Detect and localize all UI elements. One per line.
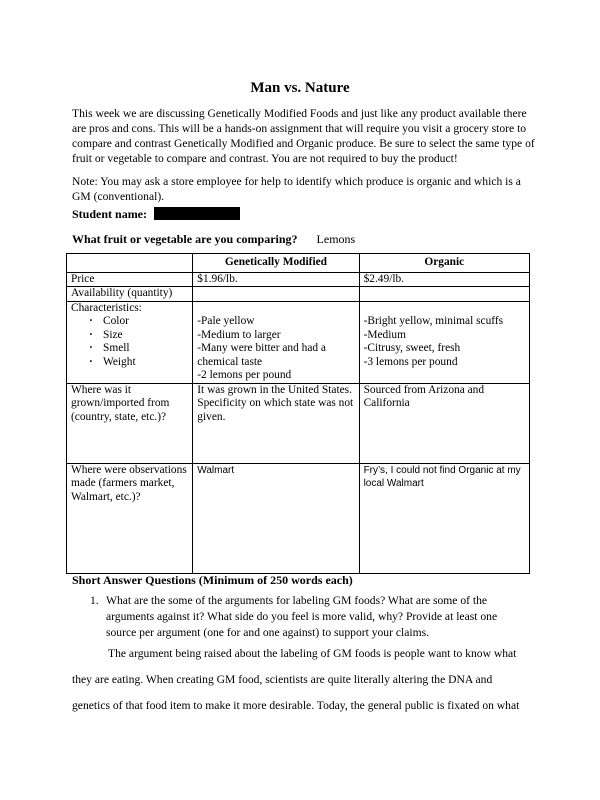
gm-size: -Medium to larger (197, 328, 281, 341)
table-row-observed (67, 463, 530, 573)
produce-question-row (72, 232, 355, 247)
characteristics-organic (359, 301, 529, 383)
characteristics-gm (193, 301, 359, 383)
answer-paragraph: The argument being raised about the labeling of GM foods is people want to know what they are eating. When creating GM food, scientists are quite literally altering the DNA and genetics of that food item to make it more desirable. Today, the general public is fixated on what (72, 647, 520, 712)
availability-label: Availability (quantity) (67, 287, 193, 302)
characteristics-label: Characteristics: (71, 301, 142, 314)
organic-weight: -3 lemons per pound (363, 355, 458, 368)
produce-answer: Lemons (316, 232, 356, 246)
characteristic-weight: · Weight (89, 356, 188, 370)
price-label: Price (67, 272, 193, 287)
header-organic: Organic (359, 254, 529, 273)
table-header-row (67, 254, 530, 273)
price-organic: $2.49/lb. (359, 272, 529, 287)
availability-organic (359, 287, 529, 302)
organic-color: -Bright yellow, minimal scuffs (363, 315, 504, 327)
observed-gm: Walmart (193, 463, 359, 573)
note-paragraph: Note: You may ask a store employee for help to identify which produce is organic and which is a GM (conventional). (72, 175, 521, 203)
student-name-label: Student name: (72, 207, 148, 221)
intro-paragraph: This week we are discussing Genetically Modified Foods and just like any product available there are pros and cons. This will be a hands-on assignment that will require you visit a grocery store to compare and contrast Genetically Modified and Organic produce. Be sure to select the same type of fruit or vegetable to compare and contrast. You are not required to buy the product! (72, 107, 535, 165)
origin-label: Where was it grown/imported from (country, state, etc.)? (67, 383, 193, 463)
comparison-table (66, 253, 530, 574)
table-row-characteristics (67, 301, 530, 383)
question-1-number: 1. (90, 594, 99, 607)
question-1-text: What are the some of the arguments for labeling GM foods? What are some of the arguments against it? What side do you feel is more valid, why? Provide at least one source per argument (one for and one against) to support your claims. (106, 594, 498, 639)
characteristic-size: · Size (89, 329, 188, 343)
table-row-origin (67, 383, 530, 463)
characteristic-color: · Color (89, 315, 188, 329)
gm-weight: -2 lemons per pound (197, 369, 292, 381)
organic-smell: -Citrusy, sweet, fresh (363, 342, 461, 354)
table-row-price (67, 272, 530, 287)
redacted-name-block (154, 207, 240, 220)
observed-label: Where were observations made (farmers market, Walmart, etc.)? (67, 463, 193, 573)
characteristics-label-cell (67, 301, 193, 383)
header-empty-cell (67, 254, 193, 273)
origin-organic: Sourced from Arizona and California (359, 383, 529, 463)
short-answer-heading: Short Answer Questions (Minimum of 250 words each) (72, 573, 353, 587)
availability-gm (193, 287, 359, 302)
origin-gm: It was grown in the United States. Specificity on which state was not given. (193, 383, 359, 463)
organic-size: -Medium (363, 328, 406, 341)
header-gm: Genetically Modified (193, 254, 359, 273)
characteristics-list (71, 315, 188, 369)
document-title: Man vs. Nature (250, 80, 350, 96)
gm-smell: -Many were bitter and had a chemical taste (197, 342, 326, 368)
question-1 (90, 593, 530, 641)
produce-question-label: What fruit or vegetable are you comparing? (72, 232, 298, 246)
gm-color: -Pale yellow (197, 315, 255, 327)
student-name-row (72, 207, 240, 222)
price-gm: $1.96/lb. (193, 272, 359, 287)
observed-organic: Fry’s, I could not find Organic at my local Walmart (359, 463, 529, 573)
characteristic-smell: · Smell (89, 342, 188, 356)
table-row-availability (67, 287, 530, 302)
